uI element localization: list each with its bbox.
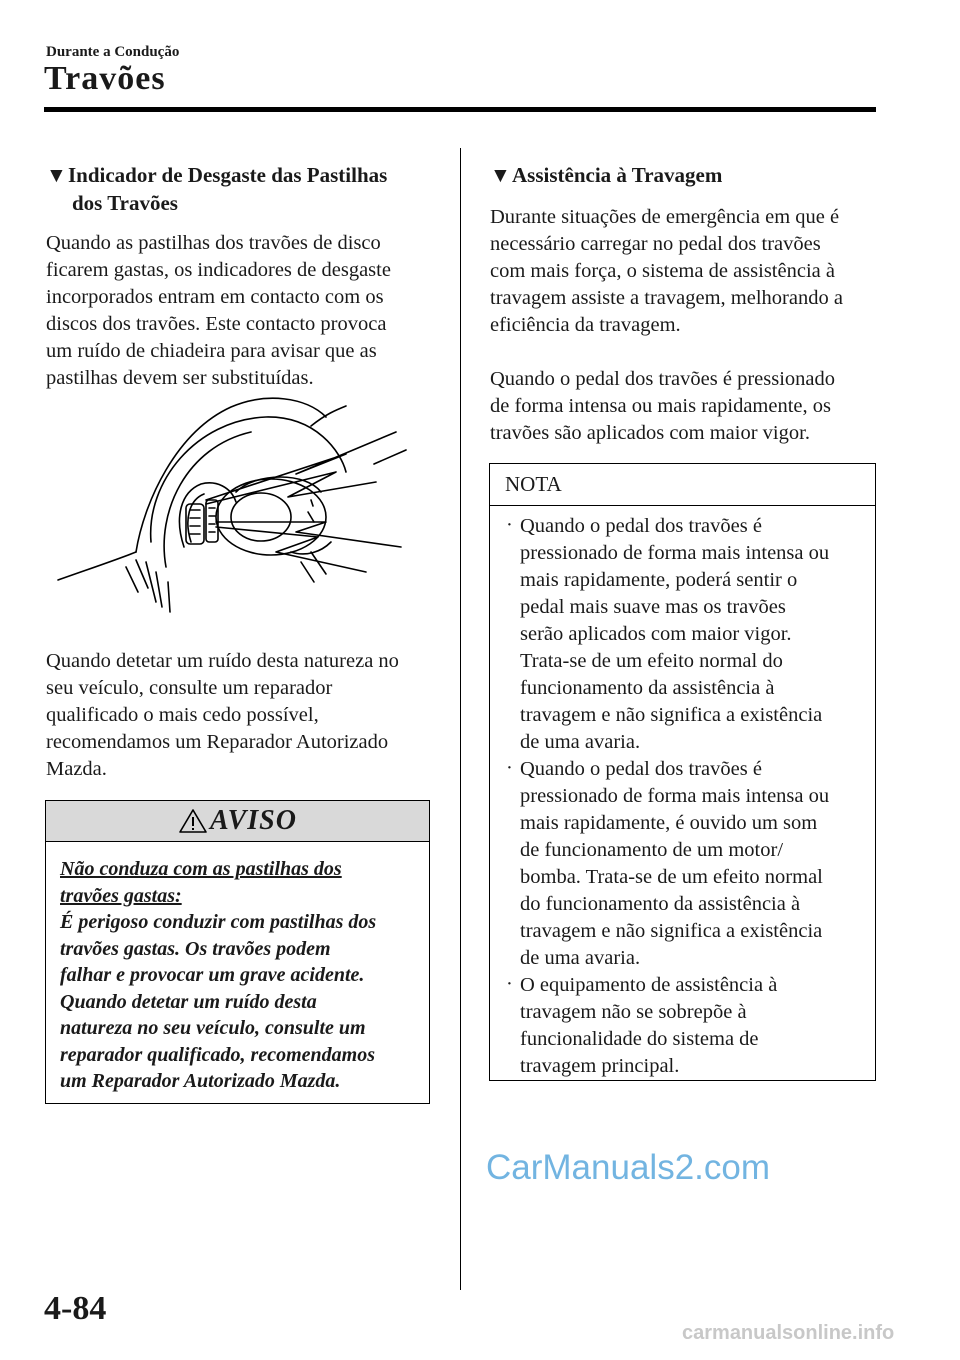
text-line: travagem não se sobrepõe à xyxy=(520,1001,747,1023)
triangle-marker-icon: ▼ xyxy=(490,163,511,187)
note-list xyxy=(490,506,875,1080)
text-line: Quando detetar um ruído desta natureza no xyxy=(46,650,399,672)
warning-body xyxy=(46,842,429,1095)
list-item xyxy=(506,756,867,972)
brake-pedal-paragraph xyxy=(490,366,880,447)
text-line: seu veículo, consulte um reparador xyxy=(46,677,333,699)
text-line: mais rapidamente, é ouvido um som xyxy=(520,812,818,834)
text-line: pressionado de forma mais intensa ou xyxy=(520,785,830,807)
warning-box xyxy=(45,800,430,1104)
text-line: com mais força, o sistema de assistência à xyxy=(490,260,835,282)
section-heading-brake-pad-wear xyxy=(46,161,446,217)
note-title: NOTA xyxy=(490,464,875,506)
section-heading-brake-assist xyxy=(490,161,880,189)
bullet-icon: · xyxy=(506,973,513,995)
warning-title: AVISO xyxy=(210,805,297,836)
text-line: travagem e não significa a existência xyxy=(520,704,823,726)
text-line: discos dos travões. Este contacto provoca xyxy=(46,313,387,335)
text-line: incorporados entram em contacto com os xyxy=(46,286,384,308)
text-line: travagem assiste a travagem, melhorando a xyxy=(490,287,843,309)
text-line: Quando o pedal dos travões é pressionado xyxy=(490,368,835,390)
text-line: Quando o pedal dos travões é xyxy=(520,758,762,780)
watermark-link[interactable]: CarManuals2.com xyxy=(486,1148,770,1187)
text-line: um ruído de chiadeira para avisar que as xyxy=(46,340,377,362)
text-line: pressionado de forma mais intensa ou xyxy=(520,542,830,564)
text-line: um Reparador Autorizado Mazda. xyxy=(60,1070,341,1092)
text-line: Quando as pastilhas dos travões de disco xyxy=(46,232,381,254)
text-line: Mazda. xyxy=(46,758,107,780)
text-line: natureza no seu veículo, consulte um xyxy=(60,1017,366,1039)
site-watermark: carmanualsonline.info xyxy=(682,1322,895,1344)
page-title: Travões xyxy=(44,60,166,97)
text-line: falhar e provocar um grave acidente. xyxy=(60,964,365,986)
list-item xyxy=(506,972,867,1080)
warning-triangle-icon xyxy=(178,808,208,834)
breadcrumb: Durante a Condução xyxy=(46,44,180,60)
warning-header xyxy=(46,801,429,842)
text-line: Durante situações de emergência em que é xyxy=(490,206,840,228)
text-line: bomba. Trata-se de um efeito normal xyxy=(520,866,823,888)
consult-repairer-paragraph xyxy=(46,648,446,783)
title-divider xyxy=(44,107,876,112)
text-line: de uma avaria. xyxy=(520,947,641,969)
text-line: travões gastas: xyxy=(60,884,182,907)
text-line: pedal mais suave mas os travões xyxy=(520,596,786,618)
note-box xyxy=(489,463,876,1081)
text-line: travões gastas. Os travões podem xyxy=(60,937,331,960)
brake-pad-wear-paragraph xyxy=(46,230,446,392)
bullet-icon: · xyxy=(506,757,513,779)
text-line: reparador qualificado, recomendamos xyxy=(60,1043,375,1066)
text-line: necessário carregar no pedal dos travões xyxy=(490,233,821,255)
bullet-icon: · xyxy=(506,514,513,536)
brake-disc-squeal-illustration xyxy=(56,392,416,614)
text-line: recomendamos um Reparador Autorizado xyxy=(46,731,389,753)
text-line: ficarem gastas, os indicadores de desgaste xyxy=(46,259,391,281)
text-line: de uma avaria. xyxy=(520,731,641,753)
text-line: travagem e não significa a existência xyxy=(520,920,823,942)
text-line: de funcionamento de um motor/ xyxy=(520,839,784,861)
text-line: O equipamento de assistência à xyxy=(520,974,778,996)
text-line: Trata-se de um efeito normal do xyxy=(520,650,783,672)
text-line: funcionamento da assistência à xyxy=(520,677,775,699)
text-line: qualificado o mais cedo possível, xyxy=(46,704,319,726)
text-line: mais rapidamente, poderá sentir o xyxy=(520,569,798,591)
text-line: É perigoso conduzir com pastilhas dos xyxy=(60,911,377,933)
text-line: Quando o pedal dos travões é xyxy=(520,515,762,537)
column-divider xyxy=(460,148,461,1290)
text-line: eficiência da travagem. xyxy=(490,314,681,336)
text-line: do funcionamento da assistência à xyxy=(520,893,801,915)
text-line: Quando detetar um ruído desta xyxy=(60,990,317,1013)
heading-text: Assistência à Travagem xyxy=(512,163,723,187)
heading-line-2: dos Travões xyxy=(72,191,178,215)
brake-assist-paragraph xyxy=(490,204,880,339)
text-line: travões são aplicados com maior vigor. xyxy=(490,422,810,444)
text-line: pastilhas devem ser substituídas. xyxy=(46,367,314,389)
warning-subtitle xyxy=(60,856,417,909)
page-number: 4-84 xyxy=(44,1290,107,1327)
text-line: funcionalidade do sistema de xyxy=(520,1028,759,1050)
text-line: Não conduza com as pastilhas dos xyxy=(60,858,342,880)
text-line: travagem principal. xyxy=(520,1055,680,1077)
list-item xyxy=(506,513,867,756)
text-line: serão aplicados com maior vigor. xyxy=(520,623,792,645)
text-line: de forma intensa ou mais rapidamente, os xyxy=(490,395,831,417)
heading-line-1: Indicador de Desgaste das Pastilhas xyxy=(68,163,388,187)
triangle-marker-icon: ▼ xyxy=(46,163,67,187)
